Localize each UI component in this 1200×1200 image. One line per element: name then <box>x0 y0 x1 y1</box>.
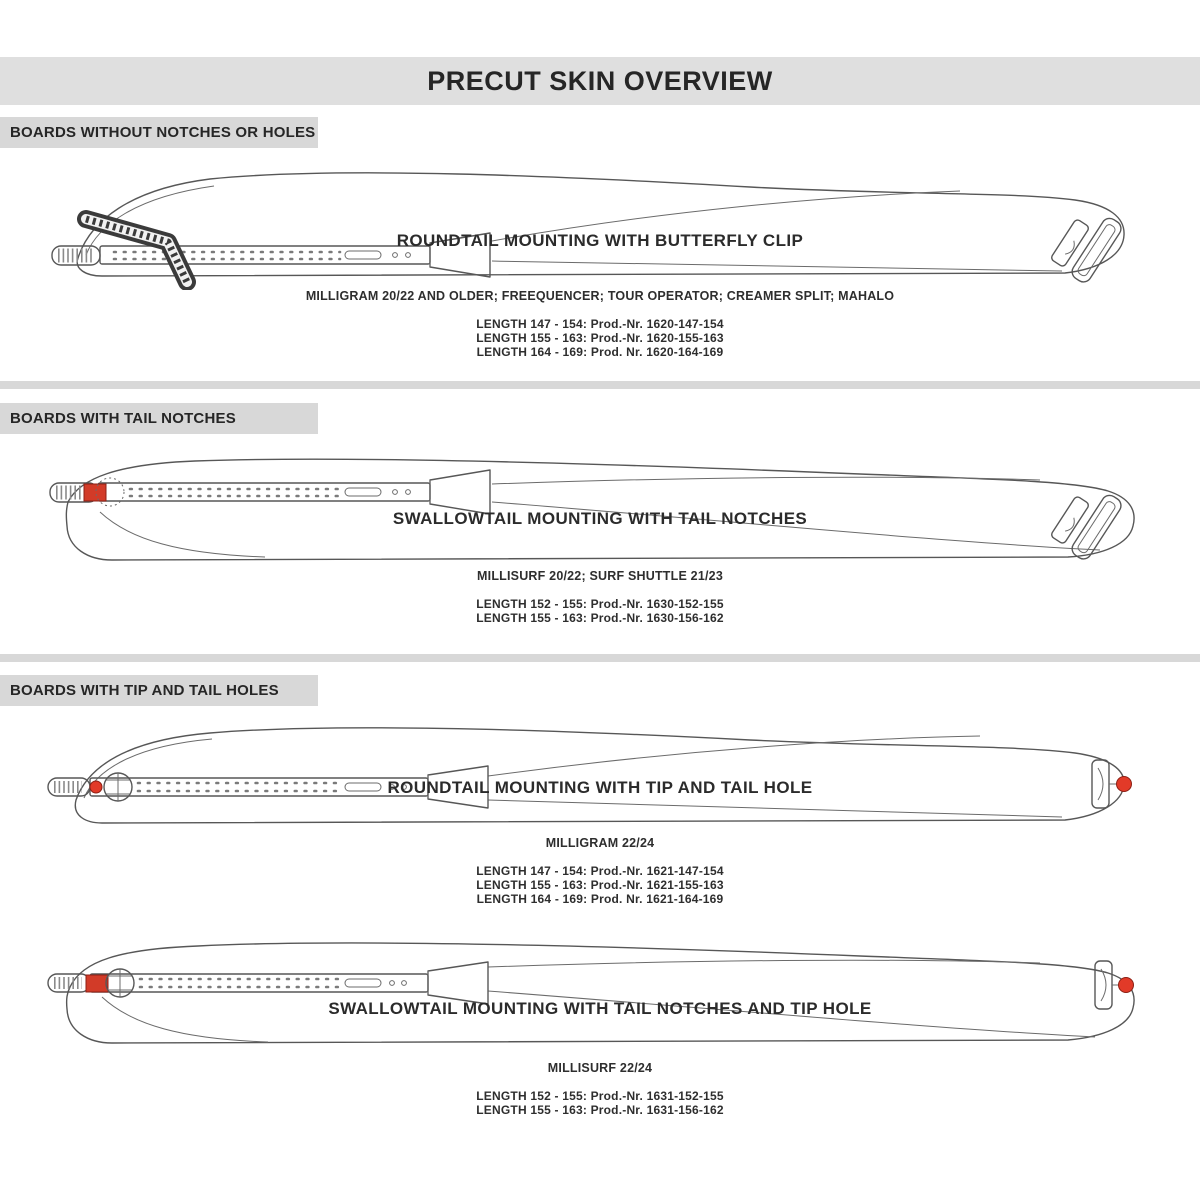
section-header-label: BOARDS WITH TIP AND TAIL HOLES <box>10 682 279 699</box>
board-lengths <box>0 597 1200 625</box>
tip-strap <box>48 962 488 1004</box>
board-models: MILLISURF 22/24 <box>547 1061 653 1075</box>
section-header-no-notches <box>0 117 318 148</box>
red-strap-marker <box>84 484 106 501</box>
red-strap-marker <box>86 975 108 992</box>
length-row: LENGTH 147 - 154: Prod.-Nr. 1620-147-154 <box>476 317 724 331</box>
length-row: LENGTH 164 - 169: Prod. Nr. 1621-164-169 <box>476 892 724 906</box>
length-row: LENGTH 155 - 163: Prod.-Nr. 1620-155-163 <box>476 331 724 345</box>
board-label: ROUNDTAIL MOUNTING WITH TIP AND TAIL HOLE <box>387 778 813 797</box>
length-row: LENGTH 152 - 155: Prod.-Nr. 1630-152-155 <box>476 597 724 611</box>
board-lengths <box>0 1089 1200 1117</box>
board-label: SWALLOWTAIL MOUNTING WITH TAIL NOTCHES AND TIP HOLE <box>328 999 872 1018</box>
section-header-label: BOARDS WITHOUT NOTCHES OR HOLES <box>10 124 316 141</box>
length-row: LENGTH 164 - 169: Prod. Nr. 1620-164-169 <box>476 345 724 359</box>
tail-hole-marker <box>1119 978 1134 993</box>
board-lengths <box>0 864 1200 906</box>
board-label: SWALLOWTAIL MOUNTING WITH TAIL NOTCHES <box>392 509 808 528</box>
length-row: LENGTH 155 - 163: Prod.-Nr. 1621-155-163 <box>476 878 724 892</box>
board-models: MILLISURF 20/22; SURF SHUTTLE 21/23 <box>477 569 723 583</box>
board-label: ROUNDTAIL MOUNTING WITH BUTTERFLY CLIP <box>396 231 804 250</box>
board-diagram-roundtail-butterfly <box>40 163 1160 290</box>
board-outline <box>77 173 1124 276</box>
board-outline <box>67 943 1134 1043</box>
board-outline <box>75 728 1124 823</box>
title-band <box>0 57 1200 105</box>
board-lengths <box>0 317 1200 359</box>
length-row: LENGTH 147 - 154: Prod.-Nr. 1621-147-154 <box>476 864 724 878</box>
length-row: LENGTH 155 - 163: Prod.-Nr. 1630-156-162 <box>476 611 724 625</box>
section-header-label: BOARDS WITH TAIL NOTCHES <box>10 410 236 427</box>
section-header-tail-notches <box>0 403 318 434</box>
tip-strap <box>50 470 490 514</box>
board-models: MILLIGRAM 20/22 AND OLDER; FREEQUENCER; TOUR OPERATOR; CREAMER SPLIT; MAHALO <box>305 289 895 303</box>
board-diagram-swallowtail-tip-hole <box>40 925 1160 1060</box>
board-models: MILLIGRAM 22/24 <box>545 836 655 850</box>
length-row: LENGTH 155 - 163: Prod.-Nr. 1631-156-162 <box>476 1103 724 1117</box>
section-header-tip-tail-holes <box>0 675 318 706</box>
section-divider <box>0 381 1200 389</box>
page-title: PRECUT SKIN OVERVIEW <box>427 65 773 96</box>
section-divider <box>0 654 1200 662</box>
length-row: LENGTH 152 - 155: Prod.-Nr. 1631-152-155 <box>476 1089 724 1103</box>
